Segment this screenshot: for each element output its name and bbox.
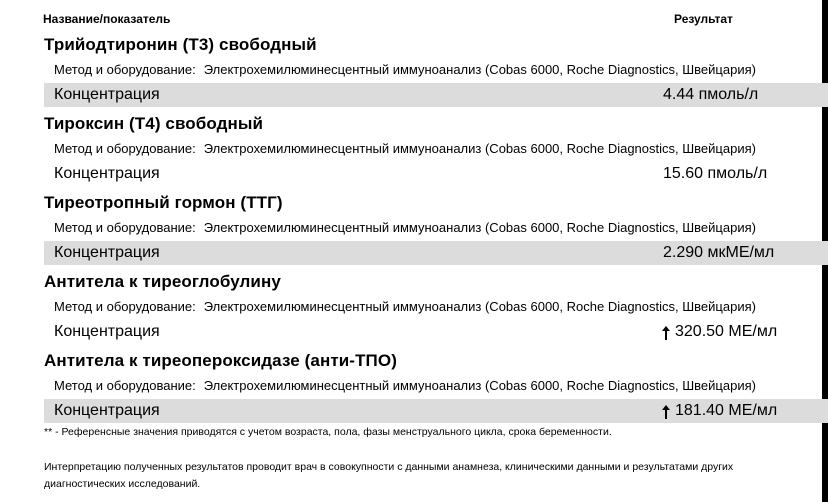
method-label: Метод и оборудование:	[54, 299, 196, 314]
parameter-label: Концентрация	[54, 86, 160, 103]
method-value: Электрохемилюминесцентный иммуноанализ (Cobas 6000, Roche Diagnostics, Швейцария)	[203, 220, 756, 235]
result-row	[44, 241, 828, 265]
method-line	[54, 141, 756, 156]
footnote: ** - Референсные значения приводятся с учетом возраста, пола, фазы менструального цикла, срока беременности.	[44, 426, 612, 438]
column-header-name: Название/показатель	[43, 12, 171, 26]
method-line	[54, 299, 756, 314]
result-row	[44, 399, 828, 423]
result-value: 15.60 пмоль/л	[663, 165, 768, 182]
method-line	[54, 62, 756, 77]
test-block	[0, 272, 828, 352]
method-line	[54, 220, 756, 235]
method-label: Метод и оборудование:	[54, 141, 196, 156]
parameter-label: Концентрация	[54, 165, 160, 182]
result-value: 4.44 пмоль/л	[663, 86, 759, 103]
parameter-label: Концентрация	[54, 402, 160, 419]
method-label: Метод и оборудование:	[54, 378, 196, 393]
method-value: Электрохемилюминесцентный иммуноанализ (Cobas 6000, Roche Diagnostics, Швейцария)	[203, 378, 756, 393]
test-block	[0, 351, 828, 431]
test-block	[0, 35, 828, 115]
test-block	[0, 114, 828, 194]
result-value: 320.50 МЕ/мл	[675, 323, 778, 340]
method-value: Электрохемилюминесцентный иммуноанализ (Cobas 6000, Roche Diagnostics, Швейцария)	[203, 141, 756, 156]
up-arrow-icon	[661, 404, 671, 420]
test-title: Тироксин (Т4) свободный	[44, 114, 264, 133]
up-arrow-icon	[661, 325, 671, 341]
result-row	[44, 83, 828, 107]
method-value: Электрохемилюминесцентный иммуноанализ (Cobas 6000, Roche Diagnostics, Швейцария)	[203, 62, 756, 77]
result-value: 181.40 МЕ/мл	[675, 402, 778, 419]
test-title: Антитела к тиреопероксидазе (анти-ТПО)	[44, 351, 397, 370]
table-header	[43, 12, 783, 28]
column-header-result: Результат	[674, 12, 733, 26]
test-block	[0, 193, 828, 273]
test-title: Антитела к тиреоглобулину	[44, 272, 281, 291]
method-value: Электрохемилюминесцентный иммуноанализ (Cobas 6000, Roche Diagnostics, Швейцария)	[203, 299, 756, 314]
test-title: Трийодтиронин (Т3) свободный	[44, 35, 317, 54]
method-label: Метод и оборудование:	[54, 62, 196, 77]
method-line	[54, 378, 756, 393]
result-row	[44, 162, 828, 186]
result-value: 2.290 мкМЕ/мл	[663, 244, 775, 261]
parameter-label: Концентрация	[54, 244, 160, 261]
test-title: Тиреотропный гормон (ТТГ)	[44, 193, 283, 212]
interpretation-note: Интерпретацию полученных результатов проводит врач в совокупности с данными анамнеза, клиническими данными и результатами других диагностических исследований.	[44, 461, 734, 490]
result-row	[44, 320, 828, 344]
method-label: Метод и оборудование:	[54, 220, 196, 235]
parameter-label: Концентрация	[54, 323, 160, 340]
